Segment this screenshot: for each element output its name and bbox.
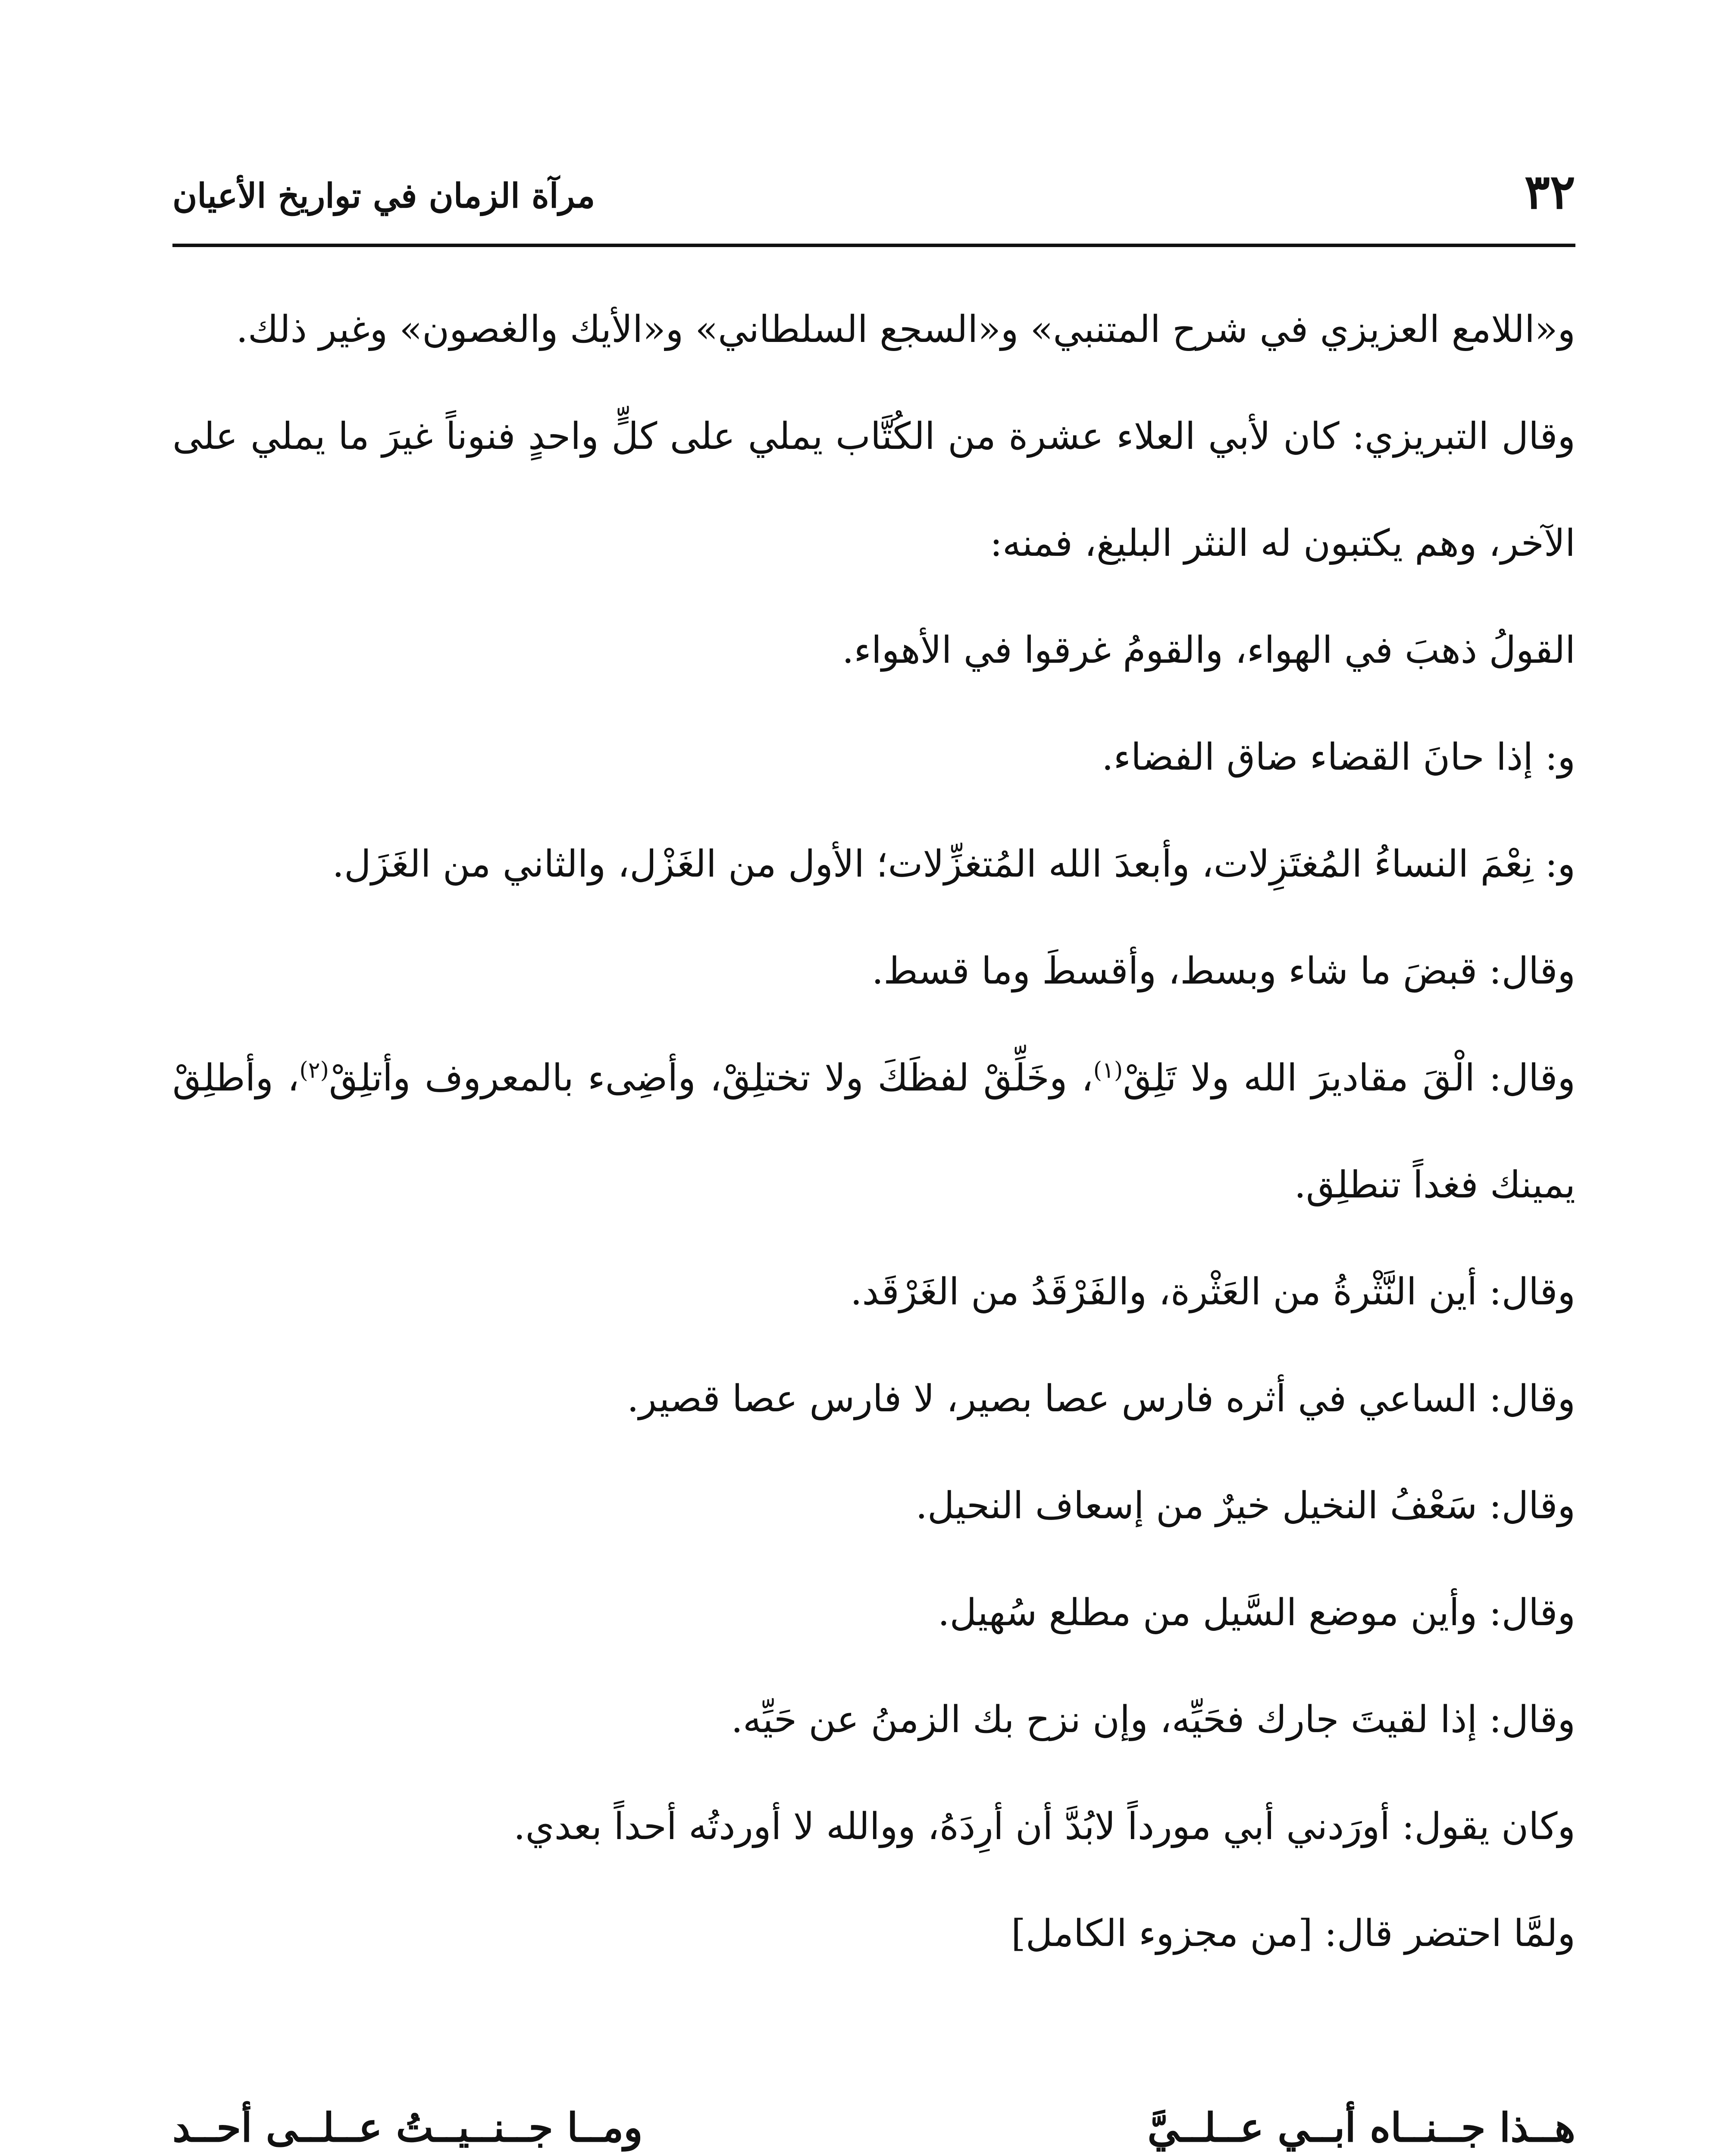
main-text	[172, 276, 1575, 1987]
paragraph: و: إذا حانَ القضاء ضاق الفضاء.	[1102, 736, 1575, 779]
book-title: مرآة الزمان في تواريخ الأعيان	[172, 176, 595, 216]
poem-verse	[172, 2104, 1575, 2156]
paragraph: وقال: قبضَ ما شاء وبسط، وأقسطَ وما قسط.	[871, 950, 1575, 993]
paragraph: و«اللامع العزيزي في شرح المتنبي» و«السجع السلطاني» و«الأيك والغصون» وغير ذلك.	[236, 308, 1575, 351]
paragraph: وقال: سَعْفُ النخيل خيرٌ من إسعاف النحيل.	[915, 1484, 1575, 1527]
paragraph: وقال: إذا لقيتَ جارك فحَيِّه، وإن نزح بك الزمنُ عن حَيِّه.	[731, 1698, 1575, 1741]
running-header	[172, 155, 1575, 241]
paragraph: وكان يقول: أورَدني أبي مورداً لابُدَّ أن أرِدَهُ، ووالله لا أوردتُه أحداً بعدي.	[513, 1805, 1575, 1848]
paragraph: و: نِعْمَ النساءُ المُغتَزِلات، وأبعدَ الله المُتغزِّلات؛ الأول من الغَزْل، والثاني من الغَزَل.	[332, 843, 1575, 886]
paragraph: وقال التبريزي: كان لأبي العلاء عشرة من الكُتَّاب يملي على كلٍّ واحدٍ فنوناً غيرَ ما يملي على الآخر، وهم يكتبون له النثر البليغ، فمنه:	[172, 415, 1575, 565]
footnote-marker-1: (١)	[1093, 1057, 1123, 1084]
paragraph: وقال: وأين موضع السَّيل من مطلع سُهيل.	[938, 1591, 1575, 1634]
page-number: ٣٢	[1524, 164, 1575, 219]
text-run: ، وخَلِّقْ لفظَكَ ولا تختلِقْ، وأضِىء بالمعروف وأتلِقْ	[329, 1056, 1093, 1100]
text-run: وقال: الْقَ مقاديرَ الله ولا تَلِقْ	[1123, 1056, 1575, 1100]
paragraph: وقال: الساعي في أثره فارس عصا بصير، لا فارس عصا قصير.	[627, 1377, 1575, 1420]
paragraph: وقال: أين النَّثْرةُ من العَثْرة، والفَرْقَدُ من الغَرْقَد.	[850, 1270, 1575, 1313]
paragraph: القولُ ذهبَ في الهواء، والقومُ غرقوا في الأهواء.	[842, 629, 1575, 672]
paragraph	[172, 1025, 1575, 1238]
second-hemistich: ومــا جــنــيــتُ عــلــى أحــد	[172, 2104, 643, 2151]
paragraph: ولمَّا احتضر قال: [من مجزوء الكامل]	[1011, 1912, 1575, 1955]
text-run: ، وأطلِقْ يمينك فغداً تنطلِق.	[172, 1056, 1575, 1206]
footnote-marker-2: (٢)	[299, 1057, 329, 1084]
header-rule	[172, 244, 1575, 247]
first-hemistich: هــذا جــنــاه أبــي عــلــيَّ	[1147, 2104, 1575, 2151]
